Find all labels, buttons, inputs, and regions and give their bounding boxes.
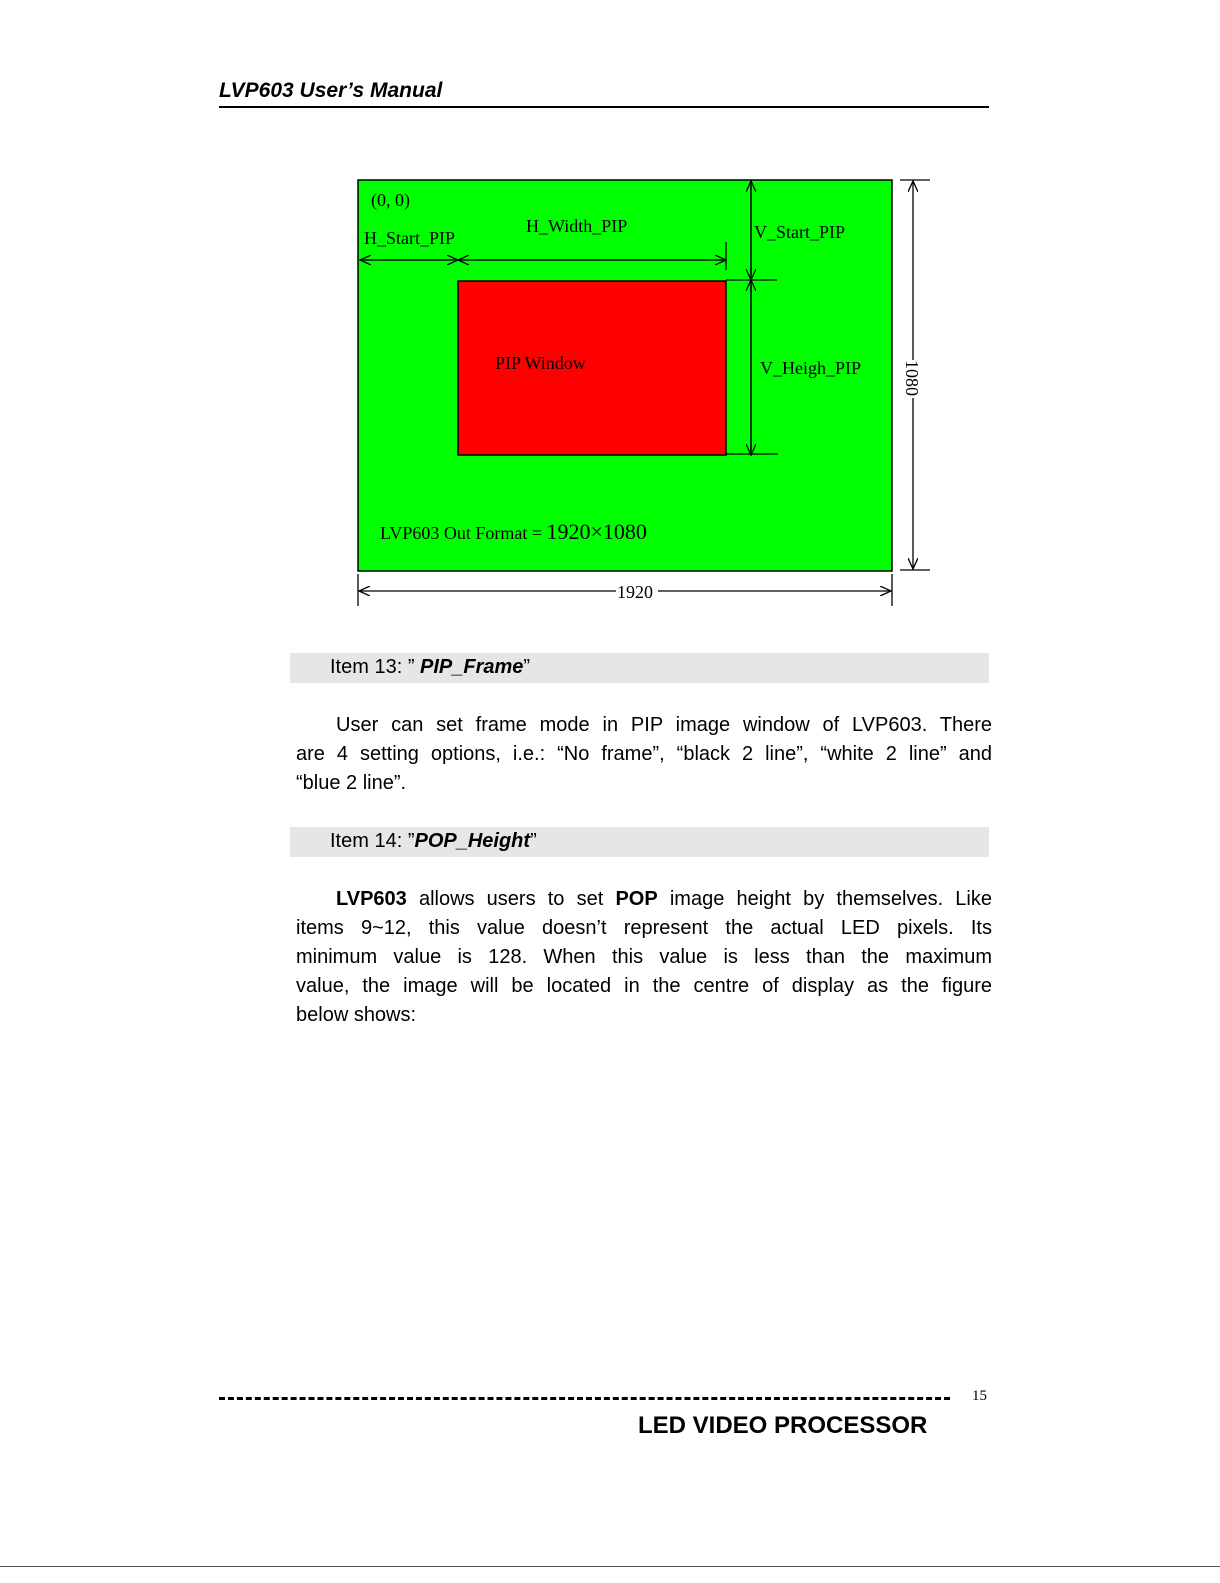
item-13-paragraph: User can set frame mode in PIP image window of LVP603. There are 4 setting options, i.e.: “No frame”, “black 2 line”, “white 2 line” and “blue 2 line”. [296,714,992,794]
item-14-name: POP_Height [414,830,531,852]
pip-window-label: PIP Window [495,353,586,373]
pip-diagram [340,170,940,610]
v-start-label: V_Start_PIP [754,222,846,242]
item-13-name: PIP_Frame [420,656,524,678]
item-14-paragraph: LVP603 allows users to set POP image height by themselves. Like items 9~12, this value doesn’t represent the actual LED pixels. Its minimum value is 128. When this value is less than the maximum value, the image will be located in the centre of display as the figure below shows: [296,888,992,1026]
header-title: LVP603 User’s Manual [219,79,443,102]
page-number: 15 [972,1388,987,1404]
item-14-heading: Item 14: ”POP_Height” [290,827,989,857]
h-start-label: H_Start_PIP [364,228,456,248]
header-rule [219,106,989,108]
v-height-label: V_Heigh_PIP [760,358,862,378]
origin-label: (0, 0) [371,190,410,210]
out-format-label: LVP603 Out Format = 1920×1080 [380,519,647,544]
item-13-heading: Item 13: ” PIP_Frame” [290,653,989,683]
height-dimension-label: 1080 [902,360,922,396]
h-width-label: H_Width_PIP [526,216,628,236]
footer-title: LED VIDEO PROCESSOR [638,1412,928,1439]
page-bottom-edge [0,1566,1220,1567]
width-dimension-label: 1920 [617,582,653,602]
footer-rule [219,1397,950,1400]
